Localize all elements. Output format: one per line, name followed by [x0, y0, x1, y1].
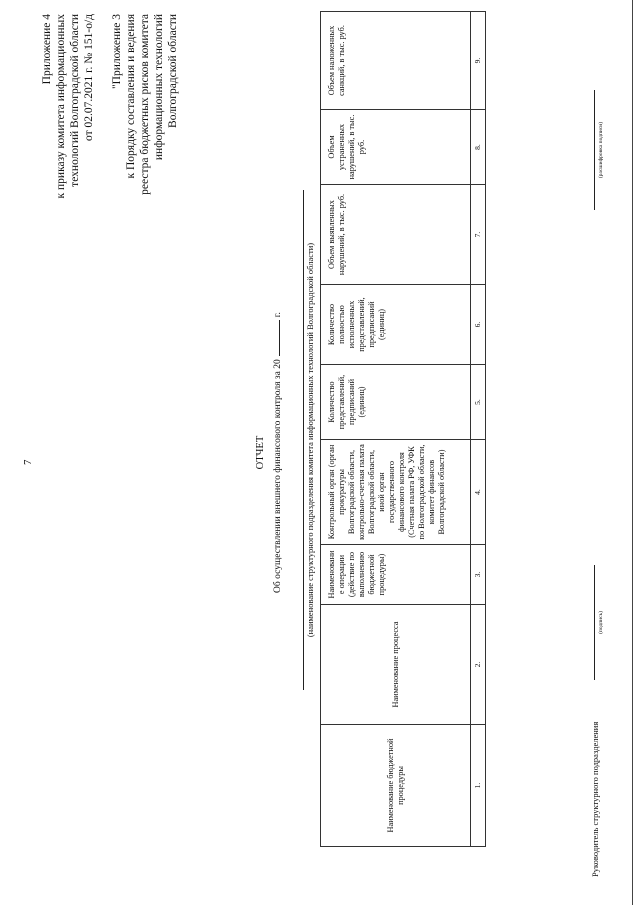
header-cell: Количество полностью исполненных представлений, предписаний (единиц) — [321, 285, 471, 365]
appendix-line: "Приложение 3 — [111, 14, 123, 90]
decoding-caption: (расшифровка подписи) — [598, 121, 604, 179]
signature-label: Руководитель структурного подразделения — [590, 721, 600, 877]
appendix-line: технологий Волгоградской области — [69, 14, 81, 187]
subtitle-suffix: г. — [273, 312, 283, 318]
header-cell: Наименование процесса — [321, 605, 471, 725]
org-caption: (наименование структурного подразделения комитета информационных технологий Волгоградской области) — [303, 190, 315, 690]
report-table — [320, 11, 486, 847]
header-cell: Объем выявленных нарушений, в тыс. руб. — [321, 185, 471, 285]
signature-caption: (подпись) — [598, 611, 604, 634]
report-title: ОТЧЕТ — [255, 435, 266, 470]
appendix-line: информационных технологий — [153, 14, 165, 161]
appendix-line: реестра бюджетных рисков комитета — [139, 14, 151, 195]
header-cell: Наименовани е операции (действие по выполнению бюджетной процедуры) — [321, 545, 471, 605]
appendix-block — [40, 14, 180, 314]
header-cell: Контрольный орган (орган прокуратуры Волгоградской области, контрольно-счетная палата Волгоградской области, иной орган государственного финансового контроля (Счетная палата РФ, УФК по Волгоградской области, комитет финансов Волгоградской области) — [321, 440, 471, 545]
appendix-line: Приложение 4 — [41, 14, 53, 85]
column-number: 3. — [471, 545, 486, 605]
signature-line — [594, 565, 595, 680]
column-number: 5. — [471, 365, 486, 440]
report-subtitle — [270, 0, 283, 905]
column-number: 7. — [471, 185, 486, 285]
header-cell: Объем устраненных нарушений, в тыс. руб. — [321, 110, 471, 185]
column-number: 1. — [471, 725, 486, 847]
header-cell: Наименование бюджетной процедуры — [321, 725, 471, 847]
appendix-line: от 02.07.2021 г. № 151-о/д — [83, 14, 95, 142]
column-number: 9. — [471, 12, 486, 110]
column-number: 2. — [471, 605, 486, 725]
column-number: 6. — [471, 285, 486, 365]
page-number: 7 — [22, 459, 34, 465]
table-number-row — [471, 12, 486, 847]
subtitle-prefix: Об осуществлении внешнего финансового контроля за 20 — [273, 359, 283, 593]
footer-rule — [632, 0, 633, 905]
appendix-line: к приказу комитета информационных — [55, 14, 67, 199]
header-cell: Объем наложенных санкций, в тыс. руб. — [321, 12, 471, 110]
year-blank — [270, 320, 280, 356]
table-header-row — [321, 12, 471, 847]
appendix-line: к Порядку составления и ведения — [125, 14, 137, 179]
appendix-line: Волгоградской области — [167, 14, 179, 128]
column-number: 8. — [471, 110, 486, 185]
header-cell: Количество представлений, предписаний (единиц) — [321, 365, 471, 440]
column-number: 4. — [471, 440, 486, 545]
decoding-line — [594, 90, 595, 210]
